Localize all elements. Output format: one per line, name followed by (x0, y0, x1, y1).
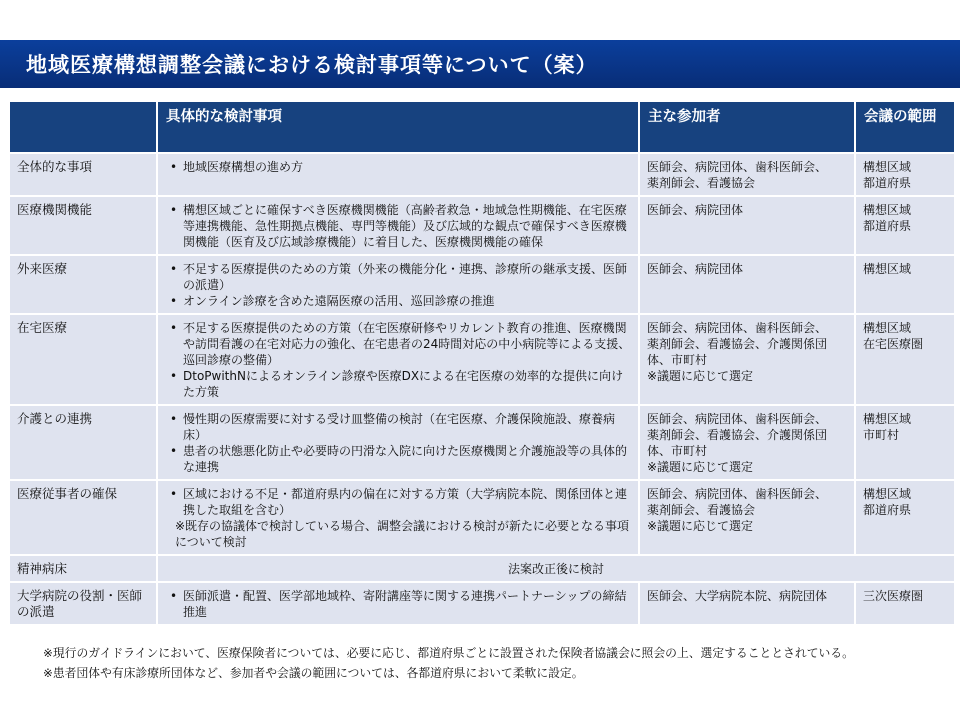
table-row (9, 582, 955, 625)
participants-note: ※議題に応じて選定 (647, 519, 754, 533)
participants-cell (639, 314, 855, 405)
participants-line: 体、市町村 (647, 444, 708, 458)
title-bar (0, 40, 960, 88)
scope-cell (855, 480, 955, 555)
table-row-psychiatric (9, 555, 955, 582)
items-cell (157, 480, 639, 555)
category-cell: 精神病床 (9, 555, 157, 582)
participants-line: 薬剤師会、看護協会 (647, 503, 756, 517)
list-item: • 不足する医療提供のための方策（在宅医療研修やリカレント教育の推進、医療機関や訪問看護の在宅対応力の強化、在宅患者の24時間対応の中小病院等による支援、巡回診療の整備） (183, 320, 631, 368)
footnote: ※患者団体や有床診療所団体など、参加者や会議の範囲については、各都道府県において柔軟に設定。 (43, 666, 584, 680)
header-items: 具体的な検討事項 (157, 101, 639, 153)
category-cell: 外来医療 (9, 255, 157, 314)
header-scope: 会議の範囲 (855, 101, 955, 153)
participants-note: ※議題に応じて選定 (647, 369, 754, 383)
participants-line: 体、市町村 (647, 353, 708, 367)
list-item: • 医師派遣・配置、医学部地域枠、寄附講座等に関する連携パートナーシップの締結推進 (183, 588, 631, 620)
table-header-row (9, 101, 955, 153)
list-item: • 慢性期の医療需要に対する受け皿整備の検討（在宅医療、介護保険施設、療養病床） (183, 411, 631, 443)
merged-cell: 法案改正後に検討 (157, 555, 955, 582)
header-category (9, 101, 157, 153)
participants-line: 医師会、病院団体、歯科医師会、 (647, 321, 828, 335)
participants-line: 薬剤師会、看護協会、介護関係団 (647, 337, 828, 351)
table-row (9, 405, 955, 480)
scope-cell (855, 255, 955, 314)
participants-cell (639, 582, 855, 625)
scope-line: 都道府県 (863, 219, 912, 233)
category-cell: 在宅医療 (9, 314, 157, 405)
scope-cell (855, 405, 955, 480)
category-cell: 医療従事者の確保 (9, 480, 157, 555)
list-item: • 地域医療構想の進め方 (183, 159, 631, 175)
consideration-table (8, 100, 956, 626)
participants-note: ※議題に応じて選定 (647, 460, 754, 474)
category-cell: 医療機関機能 (9, 196, 157, 255)
participants-line: 薬剤師会、看護協会、介護関係団 (647, 428, 828, 442)
participants-line: 医師会、病院団体、歯科医師会、 (647, 487, 828, 501)
footnotes (43, 643, 854, 683)
footnote: ※現行のガイドラインにおいて、医療保険者については、必要に応じ、都道府県ごとに設置された保険者協議会に照会の上、選定することとされている。 (43, 646, 854, 660)
header-participants: 主な参加者 (639, 101, 855, 153)
scope-line: 構想区域 (863, 262, 912, 276)
participants-cell (639, 405, 855, 480)
scope-cell (855, 153, 955, 196)
table-row (9, 314, 955, 405)
items-cell (157, 255, 639, 314)
scope-line: 構想区域 (863, 203, 912, 217)
table-row (9, 196, 955, 255)
participants-cell (639, 255, 855, 314)
category-cell: 全体的な事項 (9, 153, 157, 196)
scope-line: 在宅医療圏 (863, 337, 924, 351)
scope-cell (855, 582, 955, 625)
items-cell (157, 196, 639, 255)
participants-cell (639, 153, 855, 196)
scope-line: 構想区域 (863, 412, 912, 426)
page-title: 地域医療構想調整会議における検討事項等について（案） (26, 53, 598, 77)
list-item: • オンライン診療を含めた遠隔医療の活用、巡回診療の推進 (183, 293, 631, 309)
participants-line: 医師会、大学病院本院、病院団体 (647, 589, 828, 603)
scope-line: 市町村 (863, 428, 900, 442)
scope-line: 都道府県 (863, 503, 912, 517)
list-item: • 区域における不足・都道府県内の偏在に対する方策（大学病院本院、関係団体と連携した取組を含む） (183, 486, 631, 518)
list-item: • 構想区域ごとに確保すべき医療機関機能（高齢者救急・地域急性期機能、在宅医療等連携機能、急性期拠点機能、専門等機能）及び広域的な観点で確保すべき医療機関機能（医育及び広域診療機能）に着目した、医療機関機能の確保 (183, 202, 631, 250)
list-item: • 患者の状態悪化防止や必要時の円滑な入院に向けた医療機関と介護施設等の具体的な連携 (183, 443, 631, 475)
items-cell (157, 582, 639, 625)
category-cell: 大学病院の役割・医師の派遣 (9, 582, 157, 625)
scope-line: 構想区域 (863, 321, 912, 335)
participants-line: 医師会、病院団体 (647, 262, 744, 276)
participants-line: 医師会、病院団体 (647, 203, 744, 217)
participants-cell (639, 480, 855, 555)
table-row (9, 480, 955, 555)
table-row (9, 255, 955, 314)
items-cell (157, 405, 639, 480)
list-item: • 不足する医療提供のための方策（外来の機能分化・連携、診療所の継承支援、医師の派遣） (183, 261, 631, 293)
scope-line: 三次医療圏 (863, 589, 924, 603)
participants-line: 薬剤師会、看護協会 (647, 176, 756, 190)
scope-cell (855, 196, 955, 255)
category-cell: 介護との連携 (9, 405, 157, 480)
participants-line: 医師会、病院団体、歯科医師会、 (647, 160, 828, 174)
items-cell (157, 314, 639, 405)
list-item: • DtoPwithNによるオンライン診療や医療DXによる在宅医療の効率的な提供に向けた方策 (183, 368, 631, 400)
participants-cell (639, 196, 855, 255)
participants-line: 医師会、病院団体、歯科医師会、 (647, 412, 828, 426)
items-note: ※既存の協議体で検討している場合、調整会議における検討が新たに必要となる事項について検討 (175, 519, 630, 549)
table-row (9, 153, 955, 196)
scope-cell (855, 314, 955, 405)
scope-line: 構想区域 (863, 487, 912, 501)
scope-line: 都道府県 (863, 176, 912, 190)
items-cell (157, 153, 639, 196)
scope-line: 構想区域 (863, 160, 912, 174)
